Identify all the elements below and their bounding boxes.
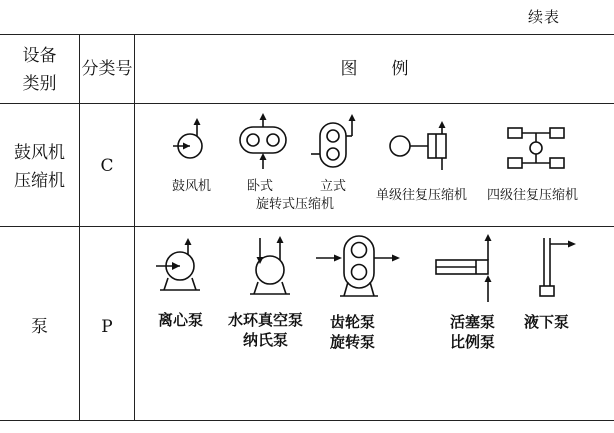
piston-pump-label: 活塞泵 比例泵	[450, 313, 496, 351]
vertical-compressor-symbol-icon	[306, 113, 366, 175]
four-stage-reciprocating-compressor-label: 四级往复压缩机	[487, 188, 579, 203]
row-divider	[0, 226, 614, 227]
column-divider-2	[134, 34, 135, 420]
column-divider-1	[79, 34, 80, 420]
row-category-compressor: 鼓风机 压缩机	[14, 143, 65, 191]
centrifugal-pump-symbol-icon	[150, 236, 210, 296]
blower-symbol-icon	[168, 118, 218, 168]
table-top-border	[0, 34, 614, 35]
vertical-compressor-label: 立式	[320, 179, 347, 194]
header-bottom-border	[0, 103, 614, 104]
single-stage-reciprocating-compressor-label: 单级往复压缩机	[376, 188, 468, 203]
gear-pump-label: 齿轮泵 旋转泵	[330, 313, 376, 351]
piston-pump-symbol-icon	[430, 232, 504, 308]
header-class-code: 分类号	[81, 59, 133, 79]
submerged-pump-symbol-icon	[530, 232, 588, 302]
blower-label: 鼓风机	[172, 179, 212, 194]
gear-pump-symbol-icon	[312, 232, 404, 304]
rotary-compressor-caption: 旋转式压缩机	[256, 197, 335, 212]
centrifugal-pump-label: 离心泵	[158, 311, 204, 329]
liquid-ring-vacuum-pump-symbol-icon	[244, 234, 300, 300]
horizontal-compressor-symbol-icon	[232, 113, 300, 173]
submerged-pump-label: 液下泵	[524, 313, 570, 331]
header-category: 设备 类别	[22, 46, 57, 94]
header-legend: 图 例	[340, 59, 409, 79]
single-stage-reciprocating-compressor-symbol-icon	[380, 120, 460, 172]
liquid-ring-vacuum-pump-label: 水环真空泵 纳氏泵	[228, 311, 304, 349]
row-code-c: C	[100, 156, 114, 176]
continued-label: 续表	[528, 8, 561, 26]
four-stage-reciprocating-compressor-symbol-icon	[500, 120, 572, 176]
row-code-p: P	[101, 317, 113, 337]
horizontal-compressor-label: 卧式	[247, 179, 274, 194]
table-bottom-border	[0, 420, 614, 421]
row-category-pump: 泵	[31, 317, 48, 337]
